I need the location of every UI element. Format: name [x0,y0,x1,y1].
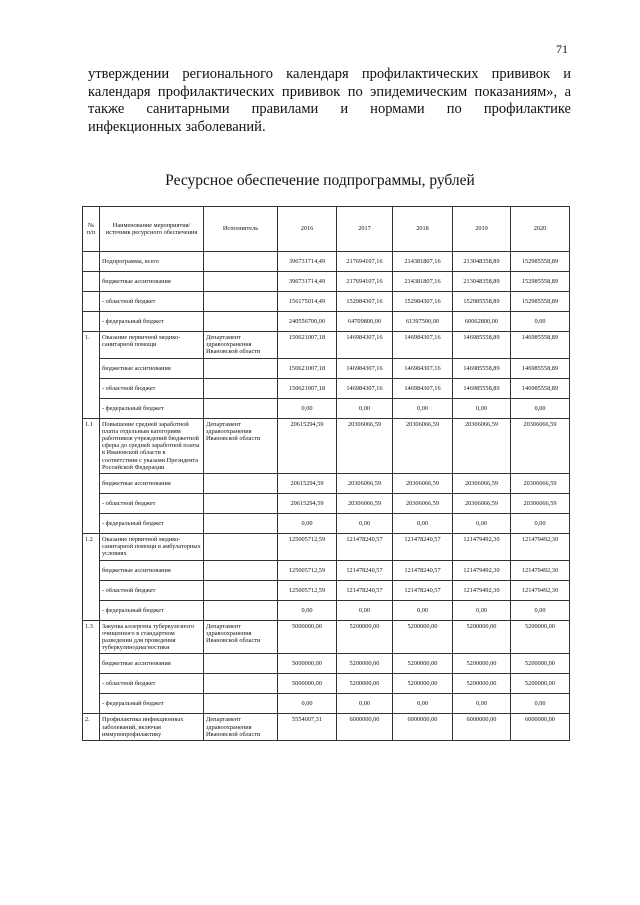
table-cell-value: 0,00 [337,600,393,620]
table-cell-value: 5000000,00 [278,620,337,654]
table-cell-value: 125005712,59 [278,580,337,600]
table-row [83,292,570,312]
table-cell-value: 396731714,49 [278,252,337,272]
table-cell-value: 20306066,59 [511,418,570,473]
table-row [83,694,570,714]
table-cell-value: 152985558,89 [453,292,511,312]
table-row [83,620,570,654]
table-row [83,580,570,600]
table-cell-label: бюджетные ассигнования [100,358,204,378]
table-cell-label: Подпрограмма, всего [100,252,204,272]
table-cell-executor [204,694,278,714]
table-row [83,514,570,534]
table-cell-value: 0,00 [278,398,337,418]
table-cell-number: 1. [83,332,100,419]
table-header-row [83,207,570,252]
table-cell-value: 5554007,31 [278,714,337,741]
table-cell-number: 2. [83,714,100,741]
table-cell-value: 0,00 [511,312,570,332]
table-row [83,332,570,359]
table-cell-value: 0,00 [278,514,337,534]
table-row [83,378,570,398]
table-cell-name: Закупка аллергена туберкулезного очищенного в стандартном разведении для проведения туберкулинодиагностики [100,620,204,654]
table-cell-label: - федеральный бюджет [100,514,204,534]
table-cell-value: 5200000,00 [337,654,393,674]
table-cell-executor [204,378,278,398]
table-cell-value: 121478240,57 [393,560,453,580]
table-cell-value: 121478240,57 [393,580,453,600]
table-row [83,494,570,514]
table-cell-number: 1.2 [83,534,100,621]
table-cell-executor [204,654,278,674]
table-cell-value: 5200000,00 [393,620,453,654]
table-cell-value: 0,00 [278,600,337,620]
table-cell-label: бюджетные ассигнования [100,560,204,580]
table-cell-number: 1.1 [83,418,100,533]
table-cell-value: 146985558,89 [453,378,511,398]
table-cell-value: 152984307,16 [337,292,393,312]
table-cell-executor [204,514,278,534]
table-cell-value: 0,00 [337,398,393,418]
table-cell-value: 214381807,16 [393,252,453,272]
table-cell-value: 20306066,59 [337,494,393,514]
table-cell-value: 6000000,00 [511,714,570,741]
table-cell-value: 396731714,49 [278,272,337,292]
table-cell-value: 146984307,16 [393,378,453,398]
table-cell-label: бюджетные ассигнования [100,654,204,674]
table-cell-value: 125005712,59 [278,560,337,580]
table-cell-value: 150621007,18 [278,378,337,398]
header-number: № п/п [83,207,100,252]
header-year-2018: 2018 [393,207,453,252]
table-cell-value: 0,00 [453,398,511,418]
table-cell-value: 146985558,89 [511,358,570,378]
table-cell-value: 0,00 [511,398,570,418]
table-cell-executor [204,494,278,514]
table-cell-executor: Департамент здравоохранения Ивановской области [204,332,278,359]
table-cell-value: 121479492,30 [453,580,511,600]
table-cell-value: 5200000,00 [453,620,511,654]
table-row [83,398,570,418]
table-cell-value: 5000000,00 [278,654,337,674]
table-cell-value: 146984307,16 [337,332,393,359]
resource-table [82,206,570,741]
table-cell-value: 217694107,16 [337,272,393,292]
table-cell-value: 0,00 [393,398,453,418]
table-cell-label: - областной бюджет [100,378,204,398]
table-cell-value: 146984307,16 [337,378,393,398]
table-cell-executor [204,252,278,272]
table-cell-value: 0,00 [511,514,570,534]
intro-line: инфекционных заболеваний. [88,118,266,135]
table-cell-number [83,292,100,312]
table-cell-value: 121479492,30 [511,580,570,600]
table-cell-value: 121479492,30 [453,534,511,561]
table-cell-value: 5200000,00 [511,654,570,674]
table-cell-name: Оказание первичной медико-санитарной помощи [100,332,204,359]
table-cell-value: 0,00 [393,514,453,534]
table-cell-value: 20615294,59 [278,494,337,514]
table-row [83,252,570,272]
table-cell-value: 152985558,89 [511,292,570,312]
table-cell-value: 20306066,59 [511,474,570,494]
table-cell-value: 60062800,00 [453,312,511,332]
table-cell-value: 0,00 [453,694,511,714]
table-cell-value: 121479492,30 [453,560,511,580]
table-cell-value: 240556700,00 [278,312,337,332]
table-row [83,600,570,620]
table-cell-executor [204,312,278,332]
table-cell-value: 61397500,00 [393,312,453,332]
header-name: Наименование мероприятия/источник ресурсного обеспечения [100,207,204,252]
table-cell-executor: Департамент здравоохранения Ивановской области [204,714,278,741]
table-cell-number [83,252,100,272]
table-cell-value: 0,00 [337,694,393,714]
table-cell-executor [204,292,278,312]
table-cell-value: 6000000,00 [393,714,453,741]
table-cell-value: 121478240,57 [337,580,393,600]
table-cell-number [83,312,100,332]
table-cell-executor [204,534,278,561]
table-cell-value: 152985558,89 [511,252,570,272]
table-row [83,560,570,580]
table-cell-executor [204,674,278,694]
table-cell-value: 125005712,59 [278,534,337,561]
header-year-2019: 2019 [453,207,511,252]
table-cell-label: - федеральный бюджет [100,312,204,332]
table-cell-value: 146984307,16 [393,358,453,378]
table-cell-value: 121478240,57 [337,560,393,580]
table-cell-value: 152984307,16 [393,292,453,312]
table-cell-value: 150621007,18 [278,358,337,378]
table-row [83,418,570,473]
table-cell-value: 121479492,30 [511,534,570,561]
table-cell-value: 5200000,00 [453,674,511,694]
table-cell-value: 146984307,16 [393,332,453,359]
table-cell-executor [204,272,278,292]
table-cell-value: 20615294,59 [278,418,337,473]
table-cell-value: 121478240,57 [337,534,393,561]
table-cell-value: 152985558,89 [511,272,570,292]
table-cell-value: 0,00 [337,514,393,534]
table-cell-value: 121479492,30 [511,560,570,580]
table-row [83,272,570,292]
table-cell-value: 150621007,18 [278,332,337,359]
intro-paragraph [88,66,571,136]
table-cell-label: - федеральный бюджет [100,398,204,418]
table-cell-value: 213048358,89 [453,272,511,292]
table-cell-value: 5200000,00 [453,654,511,674]
table-cell-label: - федеральный бюджет [100,694,204,714]
table-cell-label: - областной бюджет [100,494,204,514]
table-cell-value: 20306066,59 [393,418,453,473]
table-cell-name: Оказание первичной медико-санитарной помощи в амбулаторных условиях [100,534,204,561]
intro-line: утверждении регионального календаря профилактических прививок и [88,66,571,82]
table-cell-value: 20306066,59 [511,494,570,514]
table-cell-executor: Департамент здравоохранения Ивановской области [204,418,278,473]
header-year-2016: 2016 [278,207,337,252]
table-cell-label: - федеральный бюджет [100,600,204,620]
table-cell-value: 214381807,16 [393,272,453,292]
section-title: Ресурсное обеспечение подпрограммы, рублей [165,172,475,189]
table-cell-value: 217694107,16 [337,252,393,272]
table-row [83,534,570,561]
table-cell-value: 20306066,59 [337,418,393,473]
table-cell-number [83,272,100,292]
table-row [83,654,570,674]
table-cell-value: 6000000,00 [453,714,511,741]
page-number: 71 [556,42,568,56]
table-row [83,674,570,694]
table-cell-value: 5200000,00 [511,674,570,694]
table-cell-value: 146984307,16 [337,358,393,378]
table-cell-label: бюджетные ассигнования [100,474,204,494]
table-cell-value: 6000000,00 [337,714,393,741]
table-cell-value: 0,00 [278,694,337,714]
table-cell-value: 146985558,89 [511,378,570,398]
header-executor: Исполнитель [204,207,278,252]
table-cell-executor [204,358,278,378]
intro-line: календаря профилактических прививок по эпидемическим показаниям», а [88,83,571,100]
table-cell-value: 20306066,59 [337,474,393,494]
table-cell-value: 5200000,00 [337,674,393,694]
table-cell-label: - областной бюджет [100,292,204,312]
table-cell-value: 5000000,00 [278,674,337,694]
table-cell-value: 5200000,00 [393,674,453,694]
table-row [83,474,570,494]
table-cell-executor: Департамент здравоохранения Ивановской области [204,620,278,654]
table-cell-value: 20306066,59 [453,474,511,494]
table-cell-executor [204,398,278,418]
table-cell-value: 5200000,00 [511,620,570,654]
table-cell-value: 20615294,59 [278,474,337,494]
table-cell-value: 0,00 [393,694,453,714]
table-cell-value: 146985558,89 [453,332,511,359]
table-cell-value: 0,00 [453,600,511,620]
table-cell-label: - областной бюджет [100,674,204,694]
table-cell-value: 0,00 [453,514,511,534]
table-cell-value: 20306066,59 [393,474,453,494]
table-cell-executor [204,600,278,620]
table-cell-label: бюджетные ассигнования [100,272,204,292]
table-cell-value: 20306066,59 [393,494,453,514]
table-cell-value: 0,00 [511,600,570,620]
table-cell-value: 64709800,00 [337,312,393,332]
table-cell-value: 156175014,49 [278,292,337,312]
table-cell-value: 5200000,00 [337,620,393,654]
table-cell-number: 1.3 [83,620,100,714]
table-cell-value: 0,00 [511,694,570,714]
table-cell-executor [204,560,278,580]
table-cell-value: 146985558,89 [453,358,511,378]
table-cell-name: Повышение средней заработной платы отдельным категориям работников учреждений бюджетной сферы до средней заработной платы в Ивановской области в соответствии с указами Президента Российской Федерации [100,418,204,473]
intro-line: также санитарными правилами и нормами по профилактике [88,101,571,117]
table-cell-executor [204,474,278,494]
table-cell-name: Профилактика инфекционных заболеваний, включая иммунопрофилактику [100,714,204,741]
table-cell-executor [204,580,278,600]
header-year-2017: 2017 [337,207,393,252]
table-cell-label: - областной бюджет [100,580,204,600]
table-cell-value: 213048358,89 [453,252,511,272]
table-cell-value: 5200000,00 [393,654,453,674]
table-cell-value: 20306066,59 [453,418,511,473]
table-row [83,358,570,378]
table-row [83,714,570,741]
table-cell-value: 121478240,57 [393,534,453,561]
table-cell-value: 20306066,59 [453,494,511,514]
table-row [83,312,570,332]
header-year-2020: 2020 [511,207,570,252]
table-cell-value: 146985558,89 [511,332,570,359]
table-cell-value: 0,00 [393,600,453,620]
